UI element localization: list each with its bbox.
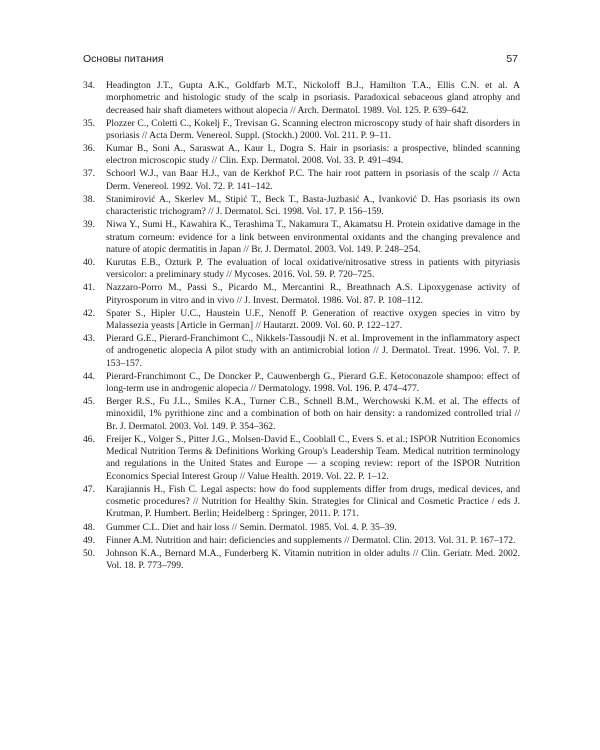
reference-item bbox=[83, 548, 520, 573]
reference-number: 39. bbox=[83, 219, 95, 231]
reference-item bbox=[83, 396, 520, 433]
reference-number: 40. bbox=[83, 256, 95, 268]
section-title: Основы питания bbox=[83, 53, 164, 65]
reference-text: Headington J.T., Gupta A.K., Goldfarb M.T., Nickoloff B.J., Hamilton T.A., Ellis C.N. et al. A morphometric and histologic study of the scalp in psoriasis. Paradoxical sebaceous gland atrophy and decreased hair shaft diameters without alopecia // Arch. Dermatol. 1989. Vol. 125. P. 639–642. bbox=[106, 80, 520, 116]
reference-number: 43. bbox=[83, 333, 95, 345]
reference-text: Berger R.S., Fu J.L., Smiles K.A., Turner C.B., Schnell B.M., Werchowski K.M. et al. The effects of minoxidil, 1% pyrithione zinc and a combination of both on hair density: a randomized controlled trial // Br. J. Dermatol. 2003. Vol. 149. P. 354–362. bbox=[106, 396, 520, 432]
reference-number: 41. bbox=[83, 282, 95, 294]
reference-item bbox=[83, 282, 520, 307]
reference-number: 44. bbox=[83, 370, 95, 382]
reference-item bbox=[83, 194, 520, 219]
reference-number: 50. bbox=[83, 547, 95, 559]
running-header bbox=[83, 53, 518, 67]
reference-item bbox=[83, 219, 520, 256]
reference-number: 45. bbox=[83, 396, 95, 408]
reference-text: Schoorl W.J., van Baar H.J., van de Kerkhof P.C. The hair root pattern in psoriasis of the scalp // Acta Derm. Venereol. 1992. Vol. 72. P. 141–142. bbox=[106, 168, 520, 192]
reference-number: 37. bbox=[83, 168, 95, 180]
reference-item bbox=[83, 535, 520, 547]
reference-item bbox=[83, 80, 520, 117]
reference-item bbox=[83, 257, 520, 282]
page-number: 57 bbox=[506, 53, 518, 65]
reference-number: 42. bbox=[83, 307, 95, 319]
reference-text: Finner A.M. Nutrition and hair: deficiencies and supplements // Dermatol. Clin. 2013. Vol. 31. P. 167–172. bbox=[106, 534, 516, 546]
reference-text: Freijer K., Volger S., Pitter J.G., Molsen-David E., Cooblall C., Evers S. et al.; ISPOR Nutrition Economics Medical Nutrition Terms & Definitions Working Group's Leadership Team. Medical nutrition terminology and regulations in the United States and Europe — a scoping review: report of the ISPOR Nutrition Economics Special Interest Group // Value Health. 2019. Vol. 22. P. 1–12. bbox=[106, 433, 520, 482]
reference-text: Kurutas E.B., Ozturk P. The evaluation of local oxidative/nitrosative stress in patients with pityriasis versicolor: a preliminary study // Mycoses. 2016. Vol. 59. P. 720–725. bbox=[106, 256, 520, 281]
reference-number: 35. bbox=[83, 117, 95, 129]
reference-number: 49. bbox=[83, 534, 95, 546]
reference-item bbox=[83, 118, 520, 143]
reference-item bbox=[83, 434, 520, 483]
reference-number: 34. bbox=[83, 80, 95, 91]
reference-item bbox=[83, 484, 520, 521]
reference-item bbox=[83, 168, 520, 193]
reference-number: 36. bbox=[83, 143, 95, 155]
reference-text: Plozzer C., Coletti C., Kokelj F., Trevisan G. Scanning electron microscopy study of hair shaft disorders in psoriasis // Acta Derm. Venereol. Suppl. (Stockh.) 2000. Vol. 211. P. 9–11. bbox=[106, 117, 520, 141]
reference-text: Gummer C.L. Diet and hair loss // Semin. Dermatol. 1985. Vol. 4. P. 35–39. bbox=[106, 521, 397, 533]
reference-item bbox=[83, 371, 520, 396]
reference-text: Pierard G.E., Pierard-Franchimont C., Nikkels-Tassoudji N. et al. Improvement in the inflammatory aspect of androgenetic alopecia A pilot study with an antimicrobial lotion // J. Dermatol. Treat. 1996. Vol. 7. P. 153–157. bbox=[106, 333, 520, 369]
reference-number: 48. bbox=[83, 521, 95, 533]
reference-text: Pierard-Franchimont C., De Doncker P., Cauwenbergh G., Pierard G.E. Ketoconazole shampoo: effect of long-term use in androgenic alopecia // Dermatology. 1998. Vol. 196. P. 474–477. bbox=[106, 370, 520, 395]
reference-text: Niwa Y., Sumi H., Kawahira K., Terashima T., Nakamura T., Akamatsu H. Protein oxidative damage in the stratum corneum: evidence for a link between environmental oxidants and the changing prevalence and nature of atopic dermatitis in Japan // Br. J. Dermatol. 2003. Vol. 149. P. 248–254. bbox=[106, 219, 520, 255]
reference-text: Kumar B., Soni A., Saraswat A., Kaur I., Dogra S. Hair in psoriasis: a prospective, blinded scanning electron microscopic study // Clin. Exp. Dermatol. 2008. Vol. 33. P. 491–494. bbox=[106, 143, 520, 167]
reference-number: 38. bbox=[83, 193, 95, 205]
reference-item bbox=[83, 308, 520, 333]
reference-text: Johnson K.A., Bernard M.A., Funderberg K. Vitamin nutrition in older adults // Clin. Geriatr. Med. 2002. Vol. 18. P. 773–799. bbox=[106, 547, 520, 572]
reference-number: 46. bbox=[83, 433, 95, 445]
reference-text: Stanimirović A., Skerlev M., Stipić T., Beck T., Basta-Juzbasić A., Ivanković D. Has psoriasis its own characteristic trichogram? // J. Dermatol. Sci. 1998. Vol. 17. P. 156–159. bbox=[106, 193, 520, 218]
reference-item bbox=[83, 333, 520, 370]
reference-item bbox=[83, 143, 520, 168]
reference-list bbox=[83, 80, 520, 573]
reference-text: Nazzaro-Porro M., Passi S., Picardo M., Mercantini R., Breathnach A.S. Lipoxygenase activity of Pityrosporum in vitro and in vivo // J. Invest. Dermatol. 1986. Vol. 87. P. 108–112. bbox=[106, 282, 520, 306]
reference-number: 47. bbox=[83, 483, 95, 495]
reference-item bbox=[83, 522, 520, 534]
reference-text: Karajiannis H., Fish C. Legal aspects: how do food supplements differ from drugs, medical devices, and cosmetic procedures? // Nutrition for Healthy Skin. Strategies for Clinical and Cosmetic Practice / eds J. Krutman, P. Humbert. Berlin; Heidelberg : Springer, 2011. P. 171. bbox=[106, 483, 520, 520]
reference-text: Spater S., Hipler U.C., Haustein U.F., Nenoff P. Generation of reactive oxygen species in vitro by Malassezia yeasts [Article in German] // Hautarzt. 2009. Vol. 60. P. 122–127. bbox=[106, 307, 520, 332]
